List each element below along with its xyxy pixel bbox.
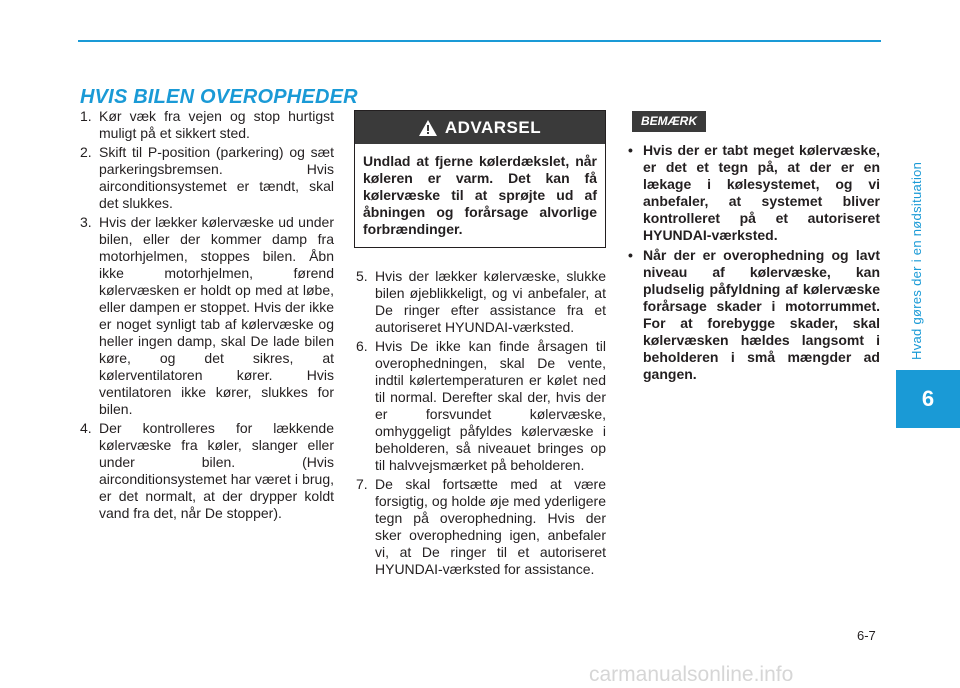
list-item: 3. Hvis der lækker kølervæske ud under bilen, eller der kommer damp fra motorhjelmen, stoppes bilen. Åbn ikke motorhjelmen, førend kølervæsken er holdt op med at løbe, eller dampen er stoppet. Hvis der ikke er noget synligt tab af kølervæske og heller ingen damp, skal De lade bilen køre, og det sikres, at kølerventilatoren kører. Hvis ventilatoren ikke kører, slukkes for bilen. (80, 214, 334, 417)
warning-header (355, 111, 605, 144)
watermark: carmanualsonline.info (589, 663, 794, 686)
warning-title: ADVARSEL (444, 117, 542, 137)
list-item: 4. Der kontrolleres for lækkende kølervæske fra køler, slanger eller under bilen. (Hvis airconditionsystemet har været i brug, er det normalt, at der drypper koldt vand fra det, når De stopper). (80, 420, 334, 521)
list-item: • Hvis der er tabt meget kølervæske, er det et tegn på, at der er en lækage i kølesystemet, og vi anbefaler, at systemet bliver kontrolleret på et autoriseret HYUNDAI-værksted. (628, 142, 880, 243)
warning-box (354, 110, 606, 248)
bullet-icon: • (628, 247, 633, 263)
steps-list-left (80, 108, 334, 522)
side-section-title: Hvad gøres der i en nødsituation (909, 161, 924, 360)
list-item: 2. Skift til P-position (parkering) og sæt parkeringsbremsen. Hvis airconditionsystemet er tændt, skal det slukkes. (80, 144, 334, 211)
warning-text: Undlad at fjerne kølerdækslet, når køleren er varm. Det kan få kølervæske til at sprøjte ud af åbningen og forårsage alvorlige forbrændinger. (363, 153, 597, 237)
left-column (80, 108, 334, 524)
steps-list-middle (356, 268, 606, 578)
note-label: BEMÆRK (632, 111, 706, 132)
section-heading: HVIS BILEN OVEROPHEDER (80, 86, 358, 108)
list-item: 5. Hvis der lækker kølervæske, slukke bilen øjeblikkeligt, og vi anbefaler, at De ringer efter assistance fra et autoriseret HYUNDAI-værksted. (356, 268, 606, 335)
top-rule (78, 40, 881, 42)
bullet-icon: • (628, 142, 633, 158)
chapter-tab: 6 (896, 370, 960, 428)
warning-triangle-icon (419, 120, 437, 136)
note-column (628, 142, 880, 386)
note-list (628, 142, 880, 383)
page-number: 6-7 (857, 628, 876, 643)
list-item: 7. De skal fortsætte med at være forsigtig, og holde øje med yderligere tegn på overophedning. Hvis der sker overophedning igen, anbefaler vi, at De ringer til et autoriseret HYUNDAI-værksted for assistance. (356, 476, 606, 577)
middle-column (356, 268, 606, 580)
list-item: • Når der er overophedning og lavt niveau af kølervæske, kan pludselig påfyldning af kølervæske forårsage skader i motorrummet. For at forebygge skader, skal kølervæsken hældes langsomt i beholderen i små mængder ad gangen. (628, 247, 880, 382)
list-item: 1. Kør væk fra vejen og stop hurtigst muligt på et sikkert sted. (80, 108, 334, 141)
list-item: 6. Hvis De ikke kan finde årsagen til overophedningen, skal De vente, indtil kølertemperaturen er kølet ned til normal. Derefter skal der, hvis der er forsvundet kølervæske, omhyggeligt påfyldes kølervæske i beholderen, så niveauet bringes op til halvvejsmærket på beholderen. (356, 338, 606, 473)
